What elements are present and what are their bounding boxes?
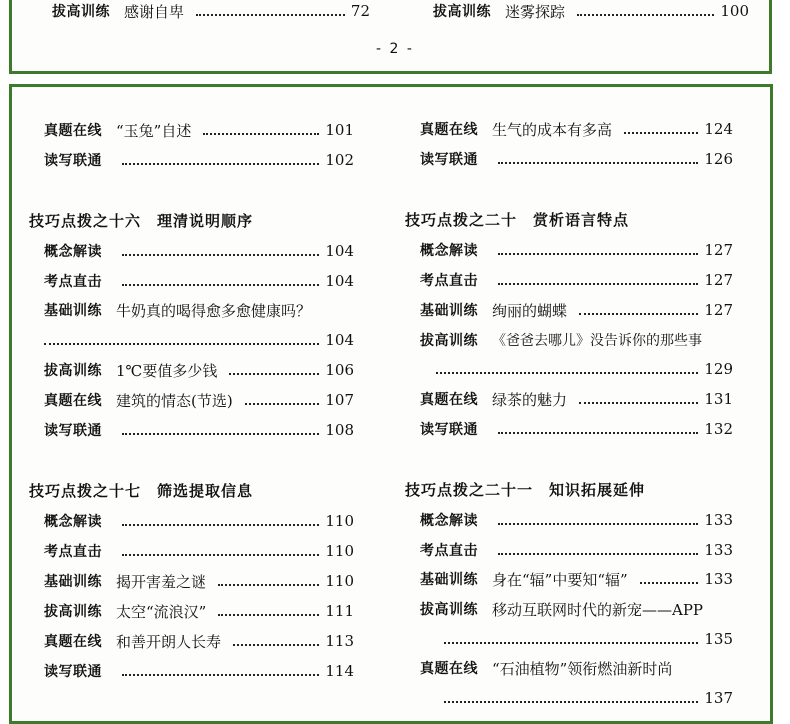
leader-dots: [498, 162, 698, 164]
entry-page: 104: [325, 331, 354, 349]
entry-category: 基础训练: [44, 574, 102, 590]
entry-page: 127: [704, 271, 733, 289]
entry-category: 真题在线: [44, 123, 102, 139]
entry-page: 126: [704, 150, 733, 168]
section-heading[interactable]: [29, 480, 253, 501]
page-number: - 2 -: [376, 41, 414, 57]
section-label: 技巧点拨之十六: [29, 212, 142, 230]
entry-page: 110: [325, 542, 354, 560]
entry-category: 考点直击: [44, 544, 102, 560]
entry-title: 迷雾探踪: [505, 2, 566, 21]
entry-category: 拔高训练: [44, 363, 102, 379]
leader-dots: [122, 163, 319, 165]
entry-page: 113: [325, 632, 354, 650]
entry-title: 移动互联网时代的新宠——APP: [492, 600, 704, 619]
entry-category: 真题在线: [420, 392, 478, 408]
entry-category: 基础训练: [44, 303, 102, 319]
entry-category: 概念解读: [44, 244, 102, 260]
leader-dots: [218, 614, 319, 616]
entry-title: 感谢自卑: [124, 2, 185, 21]
section-title: 筛选提取信息: [157, 482, 254, 500]
leader-dots: [122, 284, 319, 286]
toc-entry[interactable]: [420, 388, 733, 410]
entry-category: 真题在线: [44, 634, 102, 650]
toc-entry[interactable]: [44, 419, 354, 441]
entry-page: 131: [704, 390, 733, 408]
leader-dots: [579, 313, 698, 315]
entry-title: 生气的成本有多高: [492, 120, 613, 139]
leader-dots: [229, 373, 319, 375]
toc-entry-continuation[interactable]: [444, 687, 733, 709]
leader-dots: [444, 642, 698, 644]
entry-category: 概念解读: [420, 243, 478, 259]
entry-title: 绿茶的魅力: [492, 390, 568, 409]
leader-dots: [498, 553, 698, 555]
leader-dots: [122, 524, 319, 526]
leader-dots: [218, 584, 319, 586]
entry-category: 真题在线: [44, 393, 102, 409]
toc-entry[interactable]: [420, 418, 733, 440]
toc-entry[interactable]: [44, 510, 354, 532]
leader-dots: [122, 433, 319, 435]
toc-entry[interactable]: [420, 509, 733, 531]
entry-page: 137: [704, 689, 733, 707]
section-label: 技巧点拨之十七: [29, 482, 142, 500]
toc-entry[interactable]: [44, 270, 354, 292]
toc-entry[interactable]: [420, 239, 733, 261]
entry-category: 读写联通: [420, 152, 478, 168]
entry-title: 绚丽的蝴蝶: [492, 301, 568, 320]
toc-entry[interactable]: [44, 570, 354, 592]
toc-entry[interactable]: [420, 299, 733, 321]
leader-dots: [122, 554, 319, 556]
entry-title: 《爸爸去哪儿》没告诉你的那些事: [492, 333, 702, 349]
entry-page: 124: [704, 120, 733, 138]
leader-dots: [245, 403, 320, 405]
entry-page: 111: [325, 602, 354, 620]
entry-category: 读写联通: [420, 422, 478, 438]
entry-title: 1℃要值多少钱: [116, 361, 218, 380]
leader-dots: [579, 402, 698, 404]
entry-category: 拔高训练: [420, 602, 478, 618]
leader-dots: [498, 283, 698, 285]
entry-title: 身在“辐”中要知“辐”: [492, 570, 628, 589]
leader-dots: [122, 674, 319, 676]
entry-category: 拔高训练: [44, 604, 102, 620]
leader-dots: [203, 133, 319, 135]
section-title: 理清说明顺序: [157, 212, 254, 230]
toc-entry-continuation[interactable]: [44, 329, 354, 351]
toc-entry[interactable]: [44, 389, 354, 411]
leader-dots: [196, 14, 345, 16]
entry-page: 100: [720, 2, 749, 20]
toc-entry[interactable]: [420, 568, 733, 590]
toc-entry[interactable]: [44, 600, 354, 622]
entry-category: 考点直击: [420, 543, 478, 559]
entry-category: 真题在线: [420, 122, 478, 138]
toc-entry[interactable]: [44, 660, 354, 682]
entry-category: 考点直击: [420, 273, 478, 289]
entry-page: 127: [704, 241, 733, 259]
toc-entry[interactable]: [44, 119, 354, 141]
entry-category: 概念解读: [420, 513, 478, 529]
section-title: 赏析语言特点: [533, 211, 630, 229]
entry-category: 读写联通: [44, 153, 102, 169]
entry-page: 133: [704, 570, 733, 588]
toc-entry[interactable]: [420, 657, 733, 679]
section-label: 技巧点拨之二十: [405, 211, 518, 229]
entry-category: 真题在线: [420, 661, 478, 677]
leader-dots: [122, 254, 319, 256]
entry-page: 106: [325, 361, 354, 379]
toc-entry-continuation[interactable]: [436, 358, 733, 380]
entry-category: 基础训练: [420, 303, 478, 319]
leader-dots: [498, 523, 698, 525]
entry-page: 108: [325, 421, 354, 439]
toc-entry[interactable]: [420, 269, 733, 291]
toc-entry[interactable]: [44, 359, 354, 381]
entry-page: 102: [325, 151, 354, 169]
entry-page: 114: [325, 662, 354, 680]
entry-title: 和善开朗人长寿: [116, 632, 222, 651]
entry-category: 拔高训练: [433, 4, 491, 20]
entry-page: 101: [325, 121, 354, 139]
entry-page: 127: [704, 301, 733, 319]
entry-title: 建筑的情态(节选): [116, 391, 233, 410]
toc-entry[interactable]: [420, 539, 733, 561]
toc-entry[interactable]: [44, 299, 354, 321]
leader-dots: [233, 644, 319, 646]
section-title: 知识拓展延伸: [549, 481, 646, 499]
entry-title: 太空“流浪汉”: [116, 602, 207, 621]
entry-category: 拔高训练: [420, 333, 478, 349]
leader-dots: [436, 372, 698, 374]
entry-page: 129: [704, 360, 733, 378]
entry-page: 133: [704, 541, 733, 559]
entry-category: 读写联通: [44, 664, 102, 680]
entry-page: 104: [325, 272, 354, 290]
leader-dots: [444, 701, 698, 703]
section-label: 技巧点拨之二十一: [405, 481, 534, 499]
section-heading[interactable]: [405, 479, 645, 500]
entry-category: 概念解读: [44, 514, 102, 530]
entry-page: 110: [325, 572, 354, 590]
entry-page: 72: [350, 2, 370, 20]
entry-title: 揭开害羞之谜: [116, 572, 207, 591]
toc-entry[interactable]: [44, 149, 354, 171]
entry-category: 基础训练: [420, 572, 478, 588]
section-heading[interactable]: [405, 209, 629, 230]
entry-page: 135: [704, 630, 733, 648]
entry-title: 牛奶真的喝得愈多愈健康吗？: [116, 301, 312, 320]
entry-page: 132: [704, 420, 733, 438]
leader-dots: [44, 343, 319, 345]
entry-page: 107: [325, 391, 354, 409]
section-heading[interactable]: [29, 210, 253, 231]
entry-page: 110: [325, 512, 354, 530]
entry-title: “石油植物”领衔燃油新时尚: [492, 659, 673, 678]
toc-entry[interactable]: [433, 0, 749, 22]
toc-entry[interactable]: [420, 598, 733, 620]
leader-dots: [577, 14, 714, 16]
leader-dots: [498, 253, 698, 255]
toc-entry[interactable]: [44, 240, 354, 262]
entry-page: 104: [325, 242, 354, 260]
leader-dots: [624, 132, 698, 134]
toc-entry[interactable]: [420, 118, 733, 140]
toc-entry[interactable]: [420, 148, 733, 170]
toc-entry[interactable]: [44, 540, 354, 562]
toc-entry[interactable]: [44, 630, 354, 652]
leader-dots: [640, 582, 699, 584]
entry-category: 拔高训练: [52, 4, 110, 20]
leader-dots: [498, 432, 698, 434]
toc-entry-continuation[interactable]: [444, 628, 733, 650]
entry-page: 133: [704, 511, 733, 529]
toc-entry[interactable]: [52, 0, 370, 22]
toc-entry[interactable]: [420, 329, 733, 351]
entry-category: 读写联通: [44, 423, 102, 439]
entry-category: 考点直击: [44, 274, 102, 290]
entry-title: “玉兔”自述: [116, 121, 192, 140]
